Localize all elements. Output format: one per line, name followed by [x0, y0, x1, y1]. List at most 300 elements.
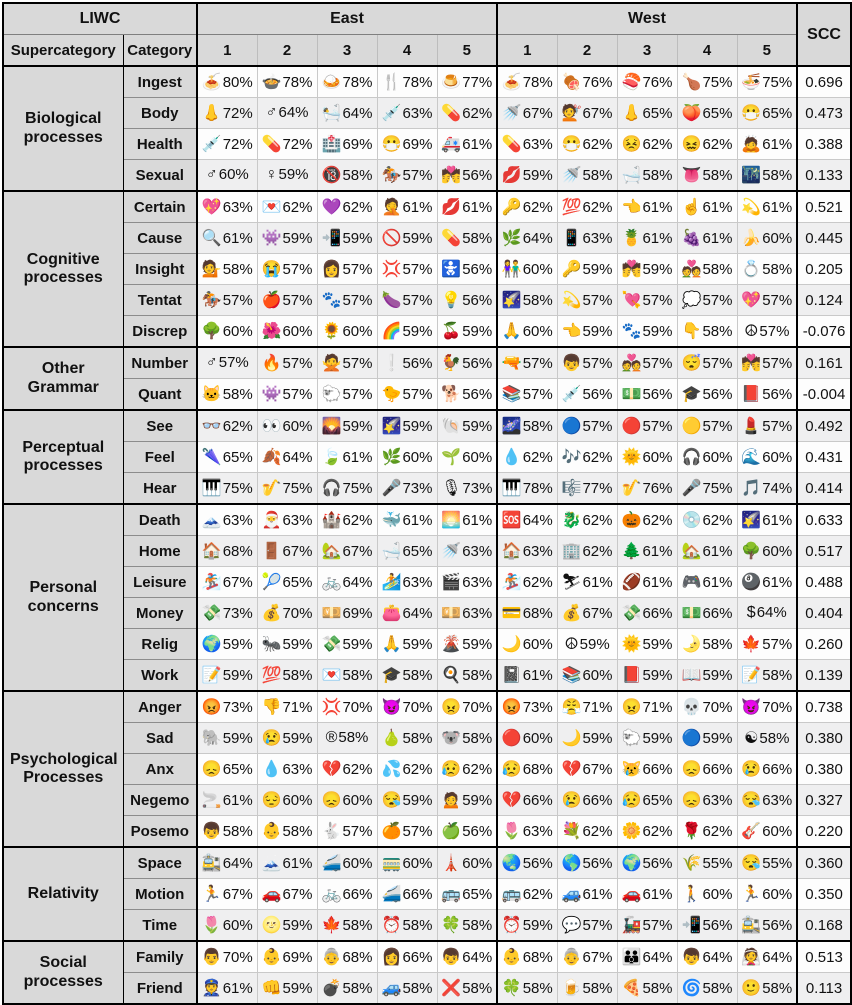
- percent-value: 62%: [582, 823, 613, 840]
- emoji-icon: ❌: [441, 980, 462, 997]
- west-rank-1-cell: [497, 285, 557, 316]
- east-rank-4-cell: [377, 98, 437, 129]
- percent-value: 78%: [522, 74, 553, 91]
- category-cell: Ingest: [123, 66, 197, 98]
- percent-value: 58%: [462, 980, 493, 997]
- emoji-icon: 😤: [561, 699, 582, 716]
- emoji-icon: 🌈: [381, 323, 402, 340]
- west-rank-5-cell: [737, 223, 797, 254]
- west-rank-2-cell: [557, 129, 617, 160]
- emoji-icon: 📚: [561, 667, 582, 684]
- east-rank-1-cell: [197, 598, 257, 629]
- emoji-icon: 🚂: [621, 917, 642, 934]
- percent-value: 60%: [342, 855, 373, 872]
- west-rank-1-cell: [497, 754, 557, 785]
- percent-value: 69%: [402, 136, 433, 153]
- header-category: Category: [123, 35, 197, 67]
- east-rank-5-cell: [437, 660, 497, 692]
- east-rank-2-cell: [257, 785, 317, 816]
- scc-value-cell: 0.513: [797, 941, 851, 973]
- east-rank-3-cell: [317, 660, 377, 692]
- scc-value-cell: 0.388: [797, 129, 851, 160]
- west-rank-5-cell: [737, 879, 797, 910]
- percent-value: 66%: [642, 605, 673, 622]
- percent-value: 57%: [702, 418, 733, 435]
- west-rank-1-cell: [497, 691, 557, 723]
- emoji-icon: ♂: [205, 166, 218, 183]
- percent-value: 56%: [762, 386, 793, 403]
- east-rank-1-cell: [197, 347, 257, 379]
- emoji-icon: 🚶: [681, 886, 702, 903]
- percent-value: 56%: [702, 386, 733, 403]
- west-rank-2-cell: [557, 504, 617, 536]
- emoji-icon: 👵: [321, 949, 342, 966]
- category-cell: Death: [123, 504, 197, 536]
- emoji-icon: 🍆: [381, 292, 402, 309]
- scc-value-cell: 0.488: [797, 567, 851, 598]
- emoji-icon: 🚲: [321, 574, 342, 591]
- emoji-icon: ⏰: [501, 917, 522, 934]
- table-row: [3, 66, 851, 98]
- percent-value: 63%: [462, 605, 493, 622]
- scc-value-cell: 0.492: [797, 410, 851, 442]
- east-rank-2-cell: [257, 504, 317, 536]
- east-rank-4-cell: [377, 910, 437, 942]
- category-cell: Time: [123, 910, 197, 942]
- east-rank-2-cell: [257, 285, 317, 316]
- emoji-icon: 💖: [741, 292, 762, 309]
- percent-value: 60%: [282, 792, 313, 809]
- percent-value: 59%: [642, 730, 673, 747]
- west-rank-4-cell: [677, 973, 737, 1005]
- table-row: [3, 660, 851, 692]
- emoji-icon: 😿: [621, 761, 642, 778]
- emoji-icon: 😷: [741, 105, 762, 122]
- emoji-icon: 💊: [501, 136, 522, 153]
- emoji-icon: 💑: [621, 355, 642, 372]
- west-rank-2-cell: [557, 473, 617, 505]
- east-rank-3-cell: [317, 442, 377, 473]
- west-rank-5-cell: [737, 691, 797, 723]
- east-rank-4-cell: [377, 691, 437, 723]
- emoji-icon: 🌄: [321, 418, 342, 435]
- emoji-icon: ♀: [265, 166, 278, 183]
- emoji-icon: 💯: [561, 199, 582, 216]
- scc-value-cell: 0.380: [797, 754, 851, 785]
- emoji-icon: 🌞: [621, 636, 642, 653]
- percent-value: 68%: [522, 949, 553, 966]
- percent-value: 67%: [582, 605, 613, 622]
- west-rank-4-cell: [677, 473, 737, 505]
- west-rank-3-cell: [617, 879, 677, 910]
- percent-value: 57%: [642, 292, 673, 309]
- category-cell: Cause: [123, 223, 197, 254]
- emoji-icon: 🌍: [621, 855, 642, 872]
- east-rank-4-cell: [377, 629, 437, 660]
- emoji-icon: 👊: [261, 980, 282, 997]
- percent-value: 58%: [282, 823, 313, 840]
- west-rank-5-cell: [737, 754, 797, 785]
- percent-value: 60%: [218, 166, 249, 183]
- east-rank-5-cell: [437, 941, 497, 973]
- percent-value: 58%: [338, 729, 369, 746]
- percent-value: 58%: [462, 917, 493, 934]
- percent-value: 58%: [342, 167, 373, 184]
- header-east-rank-4: 4: [377, 35, 437, 67]
- emoji-icon: 😴: [681, 355, 702, 372]
- percent-value: 63%: [462, 543, 493, 560]
- emoji-icon: 💏: [441, 167, 462, 184]
- west-rank-1-cell: [497, 316, 557, 348]
- emoji-icon: 🎓: [681, 386, 702, 403]
- percent-value: 57%: [582, 355, 613, 372]
- east-rank-2-cell: [257, 910, 317, 942]
- west-rank-4-cell: [677, 504, 737, 536]
- percent-value: 58%: [762, 167, 793, 184]
- percent-value: 58%: [342, 917, 373, 934]
- percent-value: 58%: [759, 730, 790, 747]
- east-rank-4-cell: [377, 379, 437, 411]
- west-rank-4-cell: [677, 129, 737, 160]
- percent-value: 62%: [582, 199, 613, 216]
- percent-value: 63%: [222, 512, 253, 529]
- emoji-icon: 📝: [741, 667, 762, 684]
- east-rank-2-cell: [257, 723, 317, 754]
- west-rank-2-cell: [557, 536, 617, 567]
- emoji-icon: 🚙: [381, 980, 402, 997]
- table-row: [3, 536, 851, 567]
- scc-value-cell: 0.205: [797, 254, 851, 285]
- percent-value: 57%: [522, 386, 553, 403]
- west-rank-4-cell: [677, 410, 737, 442]
- percent-value: 60%: [222, 917, 253, 934]
- header-east: East: [197, 3, 497, 35]
- emoji-icon: 🚪: [261, 543, 282, 560]
- emoji-icon: ⏰: [381, 917, 402, 934]
- emoji-icon: 🚿: [441, 543, 462, 560]
- percent-value: 69%: [342, 136, 373, 153]
- header-west: West: [497, 3, 797, 35]
- category-cell: Relig: [123, 629, 197, 660]
- emoji-icon: 😞: [681, 761, 702, 778]
- east-rank-1-cell: [197, 191, 257, 223]
- emoji-icon: 📝: [201, 667, 222, 684]
- east-rank-2-cell: [257, 941, 317, 973]
- percent-value: 59%: [582, 323, 613, 340]
- emoji-icon: 🏠: [201, 543, 222, 560]
- east-rank-1-cell: [197, 785, 257, 816]
- emoji-icon: 🎷: [261, 480, 282, 497]
- percent-value: 62%: [642, 512, 673, 529]
- emoji-icon: 💄: [741, 418, 762, 435]
- emoji-icon: 💉: [561, 386, 582, 403]
- category-cell: Discrep: [123, 316, 197, 348]
- category-cell: Hear: [123, 473, 197, 505]
- emoji-icon: 🌱: [441, 449, 462, 466]
- emoji-icon: 😠: [621, 699, 642, 716]
- percent-value: 63%: [762, 792, 793, 809]
- percent-value: 62%: [342, 199, 373, 216]
- west-rank-1-cell: [497, 567, 557, 598]
- percent-value: 59%: [402, 418, 433, 435]
- percent-value: 62%: [522, 199, 553, 216]
- west-rank-3-cell: [617, 285, 677, 316]
- emoji-icon: ☮: [564, 636, 579, 653]
- emoji-icon: 👩: [321, 261, 342, 278]
- percent-value: 59%: [222, 667, 253, 684]
- emoji-icon: 🎱: [741, 574, 762, 591]
- percent-value: 66%: [702, 761, 733, 778]
- percent-value: 78%: [522, 480, 553, 497]
- percent-value: 77%: [462, 74, 493, 91]
- east-rank-4-cell: [377, 879, 437, 910]
- table-row: [3, 973, 851, 1005]
- emoji-icon: 🌷: [501, 823, 522, 840]
- category-cell: Sexual: [123, 160, 197, 192]
- percent-value: 71%: [642, 699, 673, 716]
- emoji-icon: 🌙: [501, 636, 522, 653]
- percent-value: 57%: [402, 823, 433, 840]
- emoji-icon: 🚬: [201, 792, 222, 809]
- percent-value: 58%: [402, 667, 433, 684]
- percent-value: 75%: [762, 74, 793, 91]
- east-rank-1-cell: [197, 98, 257, 129]
- emoji-icon: 💢: [381, 261, 402, 278]
- west-rank-2-cell: [557, 285, 617, 316]
- percent-value: 72%: [222, 105, 253, 122]
- percent-value: 64%: [278, 104, 309, 121]
- west-rank-3-cell: [617, 629, 677, 660]
- west-rank-2-cell: [557, 785, 617, 816]
- emoji-icon: 🌹: [681, 823, 702, 840]
- west-rank-2-cell: [557, 629, 617, 660]
- emoji-icon: 🍒: [441, 323, 462, 340]
- percent-value: 65%: [222, 449, 253, 466]
- emoji-icon: 🌠: [741, 512, 762, 529]
- emoji-icon: 💏: [621, 261, 642, 278]
- emoji-icon: 🌎: [561, 855, 582, 872]
- percent-value: 73%: [402, 480, 433, 497]
- west-rank-4-cell: [677, 223, 737, 254]
- percent-value: 61%: [702, 574, 733, 591]
- west-rank-1-cell: [497, 847, 557, 879]
- emoji-icon: 🐜: [261, 636, 282, 653]
- emoji-icon: 🔍: [201, 230, 222, 247]
- east-rank-1-cell: [197, 910, 257, 942]
- emoji-icon: 🐾: [321, 292, 342, 309]
- scc-value-cell: 0.473: [797, 98, 851, 129]
- east-rank-4-cell: [377, 785, 437, 816]
- west-rank-2-cell: [557, 347, 617, 379]
- percent-value: 57%: [282, 355, 313, 372]
- emoji-icon: 👶: [261, 823, 282, 840]
- percent-value: 58%: [702, 636, 733, 653]
- east-rank-4-cell: [377, 442, 437, 473]
- emoji-icon: 🍺: [561, 980, 582, 997]
- east-rank-3-cell: [317, 598, 377, 629]
- east-rank-2-cell: [257, 473, 317, 505]
- percent-value: 59%: [579, 636, 610, 653]
- east-rank-4-cell: [377, 191, 437, 223]
- west-rank-4-cell: [677, 941, 737, 973]
- west-rank-1-cell: [497, 66, 557, 98]
- emoji-icon: ❕: [381, 355, 402, 372]
- west-rank-4-cell: [677, 691, 737, 723]
- west-rank-5-cell: [737, 536, 797, 567]
- west-rank-2-cell: [557, 98, 617, 129]
- east-rank-5-cell: [437, 410, 497, 442]
- east-rank-2-cell: [257, 754, 317, 785]
- west-rank-1-cell: [497, 879, 557, 910]
- west-rank-4-cell: [677, 98, 737, 129]
- table-row: [3, 691, 851, 723]
- west-rank-4-cell: [677, 442, 737, 473]
- percent-value: 62%: [582, 449, 613, 466]
- west-rank-3-cell: [617, 473, 677, 505]
- category-cell: Leisure: [123, 567, 197, 598]
- emoji-icon: 🌼: [621, 823, 642, 840]
- percent-value: 57%: [582, 917, 613, 934]
- emoji-icon: 🛁: [621, 167, 642, 184]
- percent-value: 59%: [642, 667, 673, 684]
- emoji-icon: 💔: [561, 761, 582, 778]
- percent-value: 56%: [462, 261, 493, 278]
- west-rank-1-cell: [497, 816, 557, 848]
- west-rank-4-cell: [677, 660, 737, 692]
- west-rank-3-cell: [617, 347, 677, 379]
- percent-value: 66%: [642, 761, 673, 778]
- table-row: [3, 567, 851, 598]
- percent-value: 60%: [522, 323, 553, 340]
- percent-value: 59%: [642, 323, 673, 340]
- scc-value-cell: 0.161: [797, 347, 851, 379]
- percent-value: 67%: [222, 574, 253, 591]
- percent-value: 58%: [402, 917, 433, 934]
- emoji-icon: 🌞: [621, 449, 642, 466]
- emoji-icon: 💫: [561, 292, 582, 309]
- west-rank-3-cell: [617, 160, 677, 192]
- east-rank-1-cell: [197, 473, 257, 505]
- emoji-icon: 💊: [441, 230, 462, 247]
- east-rank-4-cell: [377, 536, 437, 567]
- west-rank-1-cell: [497, 536, 557, 567]
- emoji-icon: 🏰: [321, 512, 342, 529]
- east-rank-5-cell: [437, 723, 497, 754]
- header-west-rank-5: 5: [737, 35, 797, 67]
- emoji-icon: 🎓: [381, 667, 402, 684]
- emoji-icon: 🍳: [441, 667, 462, 684]
- percent-value: 58%: [342, 667, 373, 684]
- east-rank-5-cell: [437, 316, 497, 348]
- percent-value: 61%: [402, 512, 433, 529]
- percent-value: 66%: [702, 605, 733, 622]
- percent-value: 76%: [642, 74, 673, 91]
- east-rank-4-cell: [377, 66, 437, 98]
- emoji-icon: 🏥: [321, 136, 342, 153]
- emoji-icon: 👫: [501, 261, 522, 278]
- east-rank-4-cell: [377, 473, 437, 505]
- emoji-icon: 💣: [321, 980, 342, 997]
- percent-value: 58%: [702, 980, 733, 997]
- emoji-icon: 🚿: [561, 167, 582, 184]
- west-rank-3-cell: [617, 847, 677, 879]
- emoji-icon: 💿: [681, 512, 702, 529]
- west-rank-1-cell: [497, 442, 557, 473]
- emoji-icon: 🏢: [561, 543, 582, 560]
- supercategory-cell: Relativity: [3, 847, 123, 941]
- east-rank-2-cell: [257, 410, 317, 442]
- west-rank-2-cell: [557, 598, 617, 629]
- emoji-icon: 🙂: [741, 980, 762, 997]
- percent-value: 56%: [702, 917, 733, 934]
- percent-value: 66%: [402, 886, 433, 903]
- emoji-icon: 🐨: [441, 730, 462, 747]
- emoji-icon: 😥: [621, 792, 642, 809]
- west-rank-5-cell: [737, 254, 797, 285]
- west-rank-1-cell: [497, 129, 557, 160]
- west-rank-2-cell: [557, 879, 617, 910]
- east-rank-5-cell: [437, 66, 497, 98]
- east-rank-1-cell: [197, 847, 257, 879]
- east-rank-1-cell: [197, 536, 257, 567]
- emoji-icon: 🛀: [321, 105, 342, 122]
- category-cell: Motion: [123, 879, 197, 910]
- percent-value: 78%: [342, 74, 373, 91]
- percent-value: 55%: [762, 855, 793, 872]
- scc-value-cell: -0.076: [797, 316, 851, 348]
- east-rank-5-cell: [437, 910, 497, 942]
- east-rank-2-cell: [257, 379, 317, 411]
- emoji-icon: 🐑: [321, 386, 342, 403]
- percent-value: 59%: [402, 230, 433, 247]
- percent-value: 61%: [462, 199, 493, 216]
- percent-value: 60%: [582, 667, 613, 684]
- scc-value-cell: 0.113: [797, 973, 851, 1005]
- percent-value: 58%: [462, 730, 493, 747]
- percent-value: 64%: [756, 604, 787, 621]
- percent-value: 71%: [282, 699, 313, 716]
- west-rank-5-cell: [737, 941, 797, 973]
- table-row: [3, 347, 851, 379]
- percent-value: 59%: [282, 730, 313, 747]
- emoji-icon: 🚉: [741, 917, 762, 934]
- percent-value: 58%: [462, 230, 493, 247]
- percent-value: 67%: [222, 886, 253, 903]
- emoji-icon: 🔥: [261, 355, 282, 372]
- percent-value: 69%: [282, 949, 313, 966]
- percent-value: 62%: [702, 823, 733, 840]
- percent-value: 58%: [402, 730, 433, 747]
- east-rank-3-cell: [317, 285, 377, 316]
- east-rank-5-cell: [437, 691, 497, 723]
- category-cell: Insight: [123, 254, 197, 285]
- emoji-icon: 🎧: [681, 449, 702, 466]
- west-rank-3-cell: [617, 536, 677, 567]
- emoji-icon: 🚑: [441, 136, 462, 153]
- emoji-icon: 🚫: [381, 230, 402, 247]
- percent-value: 59%: [582, 261, 613, 278]
- west-rank-2-cell: [557, 442, 617, 473]
- scc-value-cell: -0.004: [797, 379, 851, 411]
- emoji-icon: 🍊: [381, 823, 402, 840]
- percent-value: 61%: [222, 980, 253, 997]
- percent-value: 73%: [222, 699, 253, 716]
- percent-value: 61%: [582, 574, 613, 591]
- liwc-emoji-table: [2, 2, 852, 1005]
- category-cell: Health: [123, 129, 197, 160]
- emoji-icon: 🙏: [381, 636, 402, 653]
- emoji-icon: 💉: [201, 136, 222, 153]
